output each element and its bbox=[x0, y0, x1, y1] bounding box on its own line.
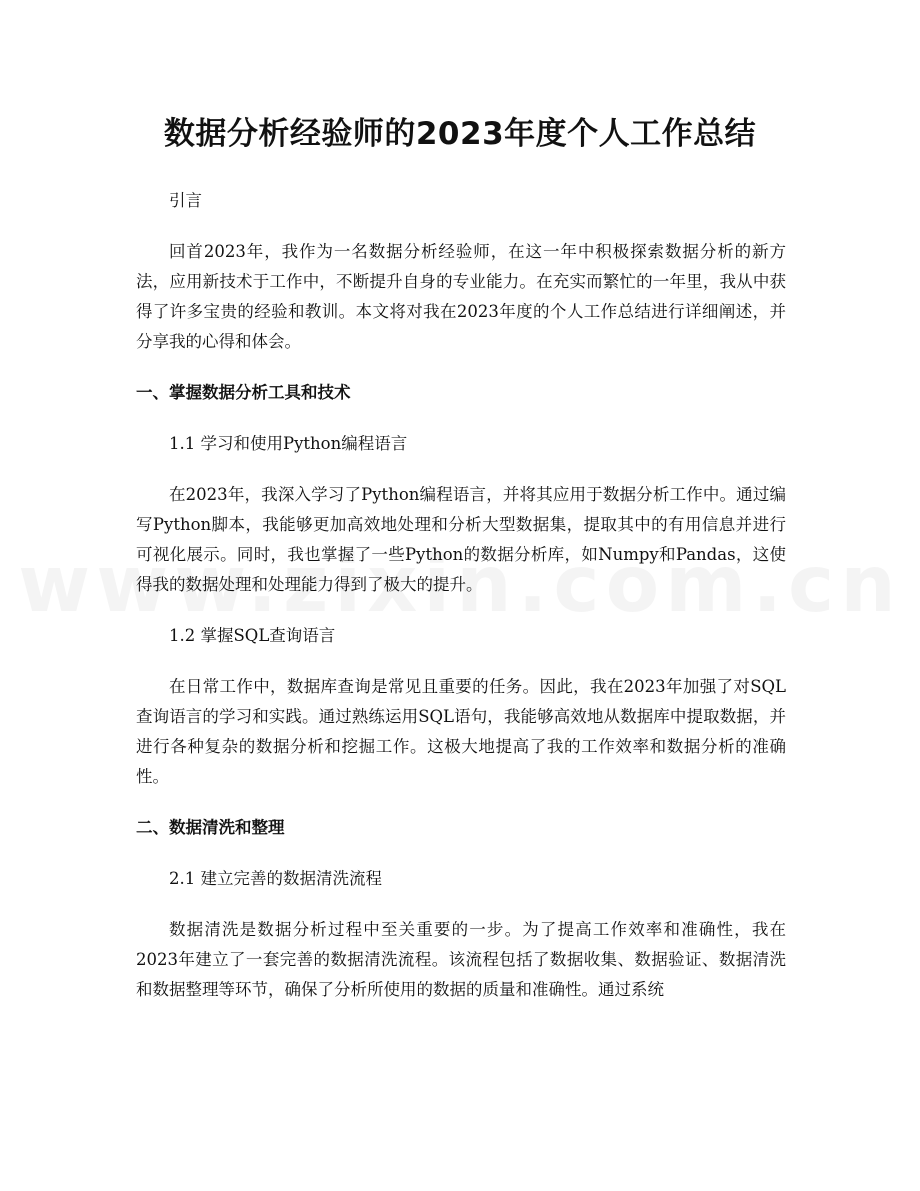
subsection-heading-1-2: 1.2 掌握SQL查询语言 bbox=[169, 626, 336, 645]
section-heading-1: 一、掌握数据分析工具和技术 bbox=[136, 383, 351, 402]
paragraph-1-1: 在2023年，我深入学习了Python编程语言，并将其应用于数据分析工作中。通过编写Python脚本，我能够更加高效地处理和分析大型数据集，提取其中的有用信息并进行可视化展示。同时，我也掌握了一些Python的数据分析库，如Numpy和Pandas，这使得我的数据处理和处理能力得到了极大的提升。 bbox=[136, 485, 786, 594]
document-title: 数据分析经验师的2023年度个人工作总结 bbox=[163, 116, 757, 152]
document-body bbox=[136, 186, 786, 1026]
paragraph-1-2: 在日常工作中，数据库查询是常见且重要的任务。因此，我在2023年加强了对SQL查询语言的学习和实践。通过熟练运用SQL语句，我能够高效地从数据库中提取数据，并进行各种复杂的数据分析和挖掘工作。这极大地提高了我的工作效率和数据分析的准确性。 bbox=[136, 677, 786, 786]
intro-paragraph: 回首2023年，我作为一名数据分析经验师，在这一年中积极探索数据分析的新方法，应用新技术于工作中，不断提升自身的专业能力。在充实而繁忙的一年里，我从中获得了许多宝贵的经验和教训。本文将对我在2023年度的个人工作总结进行详细阐述，并分享我的心得和体会。 bbox=[136, 242, 786, 351]
section-heading-2: 二、数据清洗和整理 bbox=[136, 818, 285, 837]
subsection-heading-2-1: 2.1 建立完善的数据清洗流程 bbox=[169, 869, 382, 888]
intro-heading: 引言 bbox=[169, 191, 202, 210]
subsection-heading-1-1: 1.1 学习和使用Python编程语言 bbox=[169, 434, 408, 453]
paragraph-2-1: 数据清洗是数据分析过程中至关重要的一步。为了提高工作效率和准确性，我在2023年建立了一套完善的数据清洗流程。该流程包括了数据收集、数据验证、数据清洗和数据整理等环节，确保了分析所使用的数据的质量和准确性。通过系统 bbox=[136, 920, 786, 999]
